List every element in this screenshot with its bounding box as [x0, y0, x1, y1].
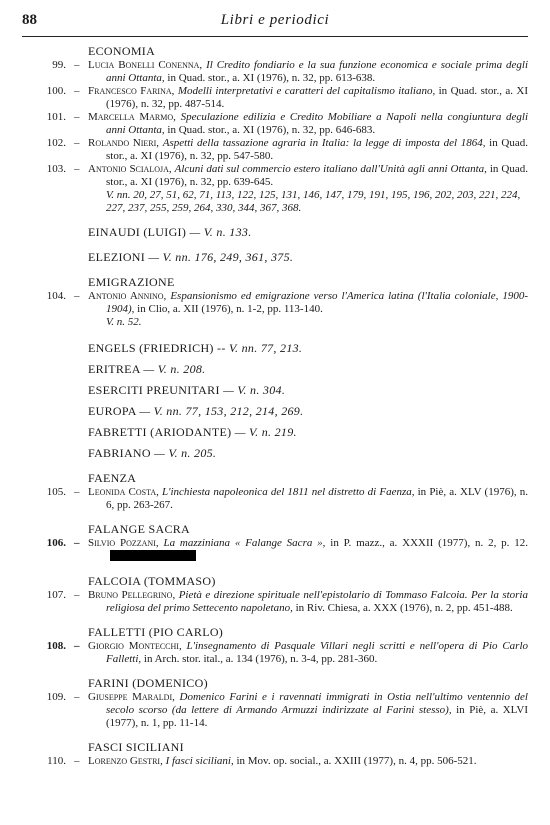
section-heading-fabretti — [22, 425, 528, 440]
section-heading: FABRETTI (ARIODANTE) — [88, 425, 232, 439]
bibliography-list — [22, 44, 528, 768]
section-heading-europa — [22, 404, 528, 419]
entry-author: Antonio Scialoja, — [88, 163, 172, 175]
header-rule — [22, 36, 528, 37]
section-heading: FASCI SICILIANI — [88, 740, 184, 754]
entry-103: 103. – Antonio Scialoja, Alcuni dati sul commercio estero italiano dall'Unità agli anni Ottanta, in Quad. stor., a. XI (1976), n. 32, pp. 639-645. — [22, 163, 528, 189]
entry-title: I fasci siciliani, — [165, 755, 234, 767]
section-heading-einaudi — [22, 225, 528, 240]
page-number: 88 — [22, 12, 37, 28]
entry-author: Rolando Nieri, — [88, 137, 160, 149]
entry-source: in Piè, a. XLV (1976), n. 6, pp. 263-267. — [106, 486, 529, 511]
section-heading: EMIGRAZIONE — [88, 275, 175, 289]
section-heading-elezioni — [22, 250, 528, 265]
entry-102: 102. – Rolando Nieri, Aspetti della tassazione agraria in Italia: la legge di imposta del 1864, in Quad. stor., a. XI (1976), n. 32, pp. 547-580. — [22, 137, 528, 163]
redaction-bar — [110, 550, 196, 561]
entry-110: 110. – Lorenzo Gestri, I fasci siciliani, in Mov. op. social., a. XXIII (1977), n. 4, pp. 506-521. — [22, 755, 528, 768]
entry-title: Speculazione edilizia e Credito Mobiliare a Napoli nella congiuntura degli anni Ottanta, — [106, 111, 529, 136]
cross-reference: — V. n. 208. — [143, 362, 206, 376]
entry-author: Francesco Farina, — [88, 85, 175, 97]
entry-108: 108. – Giorgio Montecchi, L'insegnamento di Pasquale Villari negli scritti e nell'opera di Pio Carlo Falletti, in Arch. stor. ital., a. 134 (1976), n. 3-4, pp. 281-360. — [22, 640, 528, 666]
section-heading: ERITREA — [88, 362, 141, 376]
entry-number: 103. — [46, 163, 66, 175]
entry-number: 107. — [46, 589, 66, 601]
entry-title: Aspetti della tassazione agraria in Italia: la legge di imposta del 1864, — [162, 137, 486, 149]
section-heading: FABRIANO — [88, 446, 151, 460]
entry-number: 101. — [46, 111, 66, 123]
entry-author: Leonida Costa, — [88, 486, 159, 498]
entry-author: Giuseppe Maraldi, — [88, 691, 175, 703]
section-heading: FALLETTI (PIO CARLO) — [88, 625, 224, 639]
section-heading: ENGELS (FRIEDRICH) — [88, 341, 214, 355]
entry-title: L'inchiesta napoleonica del 1811 nel distretto di Faenza, — [162, 486, 415, 498]
cross-reference: — V. n. 205. — [154, 446, 217, 460]
entry-author: Lucia Bonelli Conenna, — [88, 59, 203, 71]
cross-reference: — V. n. 133. — [189, 225, 252, 239]
entry-number: 105. — [46, 486, 66, 498]
entry-100: 100. – Francesco Farina, Modelli interpretativi e caratteri del capitalismo italiano, in Quad. stor., a. XI (1976), n. 32, pp. 487-514. — [22, 85, 528, 111]
entry-source: in Riv. Chiesa, a. XXX (1976), n. 2, pp. 451-488. — [292, 602, 513, 614]
entry-99: 99. – Lucia Bonelli Conenna, Il Credito fondiario e la sua funzione economica e sociale prima degli anni Ottanta, in Quad. stor., a. XI (1976), n. 32, pp. 613-638. — [22, 59, 528, 85]
section-heading-fabriano — [22, 446, 528, 461]
cross-reference: — V. n. 304. — [223, 383, 286, 397]
entry-source: in Quad. stor., a. XI (1976), n. 32, pp. 639-645. — [106, 163, 528, 188]
cross-reference: -- V. nn. 77, 213. — [217, 341, 303, 355]
entry-title: Domenico Farini e i ravennati immigrati in Ostia nell'ultimo ventennio del secolo scorso (da lettere di Armando Armuzzi indirizzate al Farini stesso), — [106, 691, 528, 716]
entry-source: in Quad. stor., a. XI (1976), n. 32, pp. 547-580. — [106, 137, 528, 162]
cross-reference: — V. nn. 176, 249, 361, 375. — [148, 250, 294, 264]
entry-author: Bruno Pellegrino, — [88, 589, 176, 601]
entry-101: 101. – Marcella Marmo, Speculazione edilizia e Credito Mobiliare a Napoli nella congiuntura degli anni Ottanta, in Quad. stor., a. XI (1976), n. 32, pp. 646-683. — [22, 111, 528, 137]
entry-source: in Quad. stor., a. XI (1976), n. 32, pp. 646-683. — [164, 124, 376, 136]
section-heading: ESERCITI PREUNITARI — [88, 383, 220, 397]
entry-title: Alcuni dati sul commercio estero italiano dall'Unità agli anni Ottanta, — [174, 163, 487, 175]
entry-105: 105. – Leonida Costa, L'inchiesta napoleonica del 1811 nel distretto di Faenza, in Piè, a. XLV (1976), n. 6, pp. 263-267. — [22, 486, 528, 512]
entry-number: 106. — [46, 537, 66, 549]
entry-source: in P. mazz., a. XXXII (1977), n. 2, p. 12. — [325, 537, 529, 549]
entry-author: Lorenzo Gestri, — [88, 755, 163, 767]
entry-title: Espansionismo ed emigrazione verso l'America latina (l'Italia coloniale, 1900-1904), — [106, 290, 528, 315]
running-header — [22, 12, 528, 34]
entry-source: in Quad. stor., a. XI (1976), n. 32, pp. 613-638. — [164, 72, 376, 84]
entry-source: in Mov. op. social., a. XXIII (1977), n. 4, pp. 506-521. — [233, 755, 477, 767]
section-heading-eritrea — [22, 362, 528, 377]
entry-source: in Piè, a. XLVI (1977), n. 1, pp. 11-14. — [106, 704, 528, 729]
entry-title: Modelli interpretativi e caratteri del capitalismo italiano, — [177, 85, 436, 97]
cross-reference: — V. nn. 77, 153, 212, 214, 269. — [139, 404, 304, 418]
entry-number: 108. — [46, 640, 66, 652]
entry-author: Antonio Annino, — [88, 290, 167, 302]
entry-number: 100. — [46, 85, 66, 97]
entry-source: in Quad. stor., a. XI (1976), n. 32, pp. 487-514. — [106, 85, 529, 110]
entry-title: L'insegnamento di Pasquale Villari negli scritti e nell'opera di Pio Carlo Falletti, — [106, 640, 528, 665]
entry-number: 104. — [46, 290, 66, 302]
entry-source: in Clio, a. XII (1976), n. 1-2, pp. 113-140. — [134, 303, 323, 315]
cross-reference: — V. n. 219. — [234, 425, 297, 439]
entry-number: 102. — [46, 137, 66, 149]
section-heading: FALANGE SACRA — [88, 522, 191, 536]
entry-number: 110. — [47, 755, 66, 767]
section-heading: FARINI (DOMENICO) — [88, 676, 208, 690]
section-heading-eserciti — [22, 383, 528, 398]
section-heading: EUROPA — [88, 404, 137, 418]
section-heading: EINAUDI (LUIGI) — [88, 225, 187, 239]
entry-author: Silvio Pozzani, — [88, 537, 159, 549]
entry-source: in Arch. stor. ital., a. 134 (1976), n. 3-4, pp. 281-360. — [141, 653, 378, 665]
entry-104: 104. – Antonio Annino, Espansionismo ed emigrazione verso l'America latina (l'Italia coloniale, 1900-1904), in Clio, a. XII (1976), n. 1-2, pp. 113-140. — [22, 290, 528, 316]
entry-109: 109. – Giuseppe Maraldi, Domenico Farini e i ravennati immigrati in Ostia nell'ultimo ventennio del secolo scorso (da lettere di Armando Armuzzi indirizzate al Farini stesso), in Piè, a. XLVI (1977), n. 1, pp. 11-14. — [22, 691, 528, 730]
section-heading: FALCOIA (TOMMASO) — [88, 574, 216, 588]
entry-number: 99. — [52, 59, 66, 71]
entry-106: 106. – Silvio Pozzani, La mazziniana « Falange Sacra », in P. mazz., a. XXXII (1977), n. 2, p. 12. — [22, 537, 528, 564]
section-heading: ELEZIONI — [88, 250, 146, 264]
cross-reference-list: V. nn. 20, 27, 51, 62, 71, 113, 122, 125, 131, 146, 147, 179, 191, 195, 196, 202, 203, 221, 224, 227, 237, 255, 259, 264, 330, 344, 367, 368. — [106, 189, 521, 214]
cross-reference-list: V. n. 52. — [106, 316, 142, 328]
entry-author: Giorgio Montecchi, — [88, 640, 182, 652]
entry-number: 109. — [46, 691, 66, 703]
entry-author: Marcella Marmo, — [88, 111, 176, 123]
entry-107: 107. – Bruno Pellegrino, Pietà e direzione spirituale nell'epistolario di Tommaso Falcoia. Per la storia religiosa del primo Settecento napoletano, in Riv. Chiesa, a. XXX (1976), n. 2, pp. 451-488. — [22, 589, 528, 615]
section-heading: FAENZA — [88, 471, 137, 485]
running-title: Libri e periodici — [220, 12, 330, 28]
entry-title: Il Credito fondiario e la sua funzione economica e sociale prima degli anni Ottanta, — [106, 59, 528, 84]
entry-title: La mazziniana « Falange Sacra », — [163, 537, 326, 549]
entry-title: Pietà e direzione spirituale nell'epistolario di Tommaso Falcoia. Per la storia religiosa del primo Settecento napoletano, — [106, 589, 528, 614]
section-heading-engels — [22, 341, 528, 356]
section-heading: ECONOMIA — [88, 44, 156, 58]
